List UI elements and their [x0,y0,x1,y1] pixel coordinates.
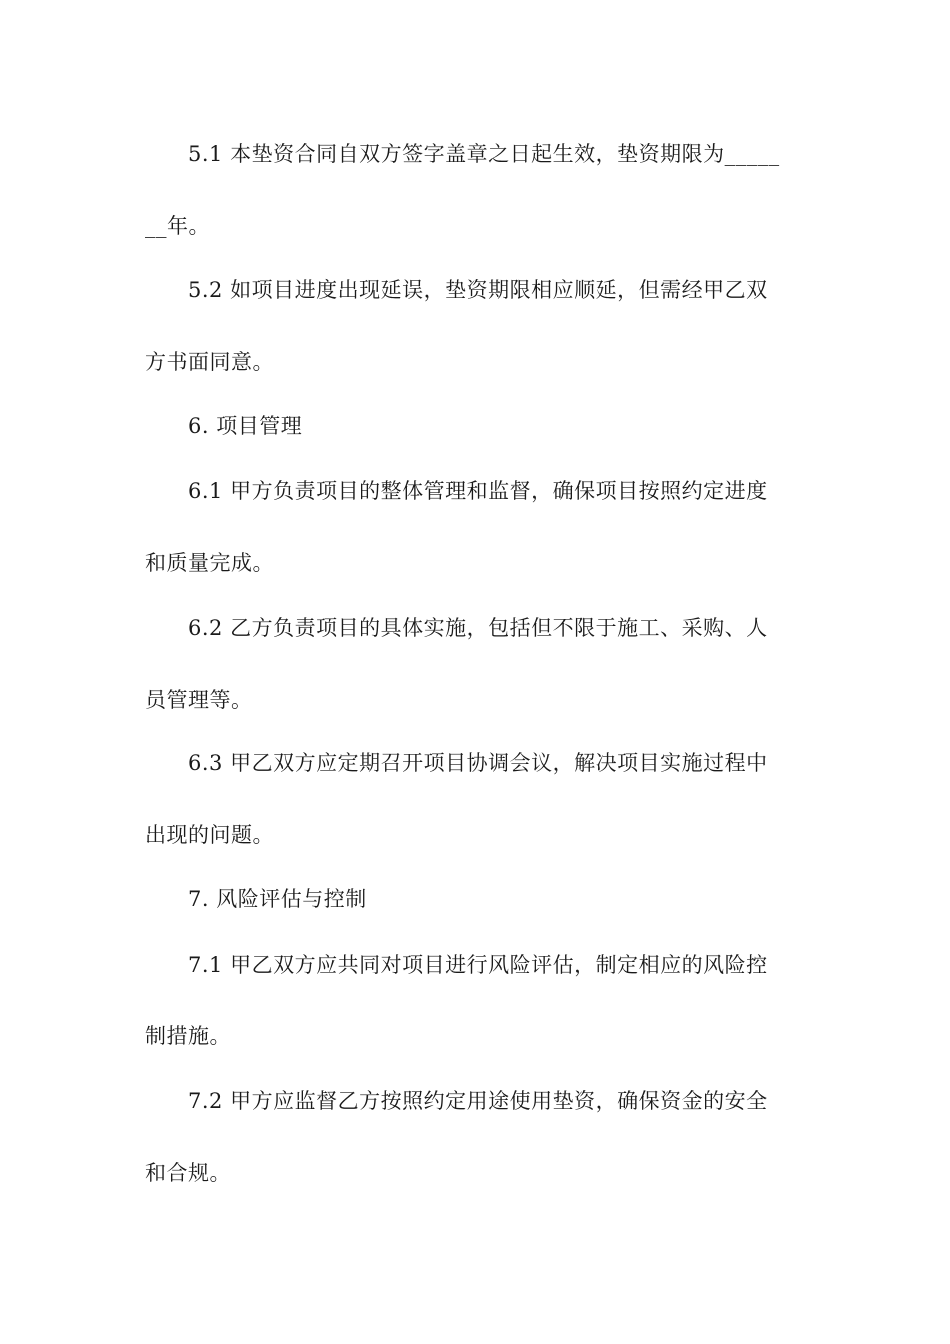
clause-6-1-line-1: 6.1 甲方负责项目的整体管理和监督，确保项目按照约定进度 [188,479,768,503]
section-6-heading: 6. 项目管理 [188,414,303,438]
clause-5-1-line-1: 5.1 本垫资合同自双方签字盖章之日起生效，垫资期限为_____ [188,142,780,166]
clause-6-2-line-2: 员管理等。 [145,688,253,712]
clause-5-2-line-1: 5.2 如项目进度出现延误，垫资期限相应顺延，但需经甲乙双 [188,278,768,302]
clause-6-3-line-1: 6.3 甲乙双方应定期召开项目协调会议，解决项目实施过程中 [188,751,768,775]
clause-7-2-line-1: 7.2 甲方应监督乙方按照约定用途使用垫资，确保资金的安全 [188,1089,768,1113]
clause-5-2-line-2: 方书面同意。 [145,350,274,374]
section-7-heading: 7. 风险评估与控制 [188,887,367,911]
clause-7-1-line-2: 制措施。 [145,1024,231,1048]
clause-6-2-line-1: 6.2 乙方负责项目的具体实施，包括但不限于施工、采购、人 [188,616,768,640]
clause-7-2-line-2: 和合规。 [145,1161,231,1185]
clause-6-3-line-2: 出现的问题。 [145,823,274,847]
clause-5-1-line-2: __年。 [145,214,210,238]
clause-6-1-line-2: 和质量完成。 [145,551,274,575]
clause-7-1-line-1: 7.1 甲乙双方应共同对项目进行风险评估，制定相应的风险控 [188,953,768,977]
